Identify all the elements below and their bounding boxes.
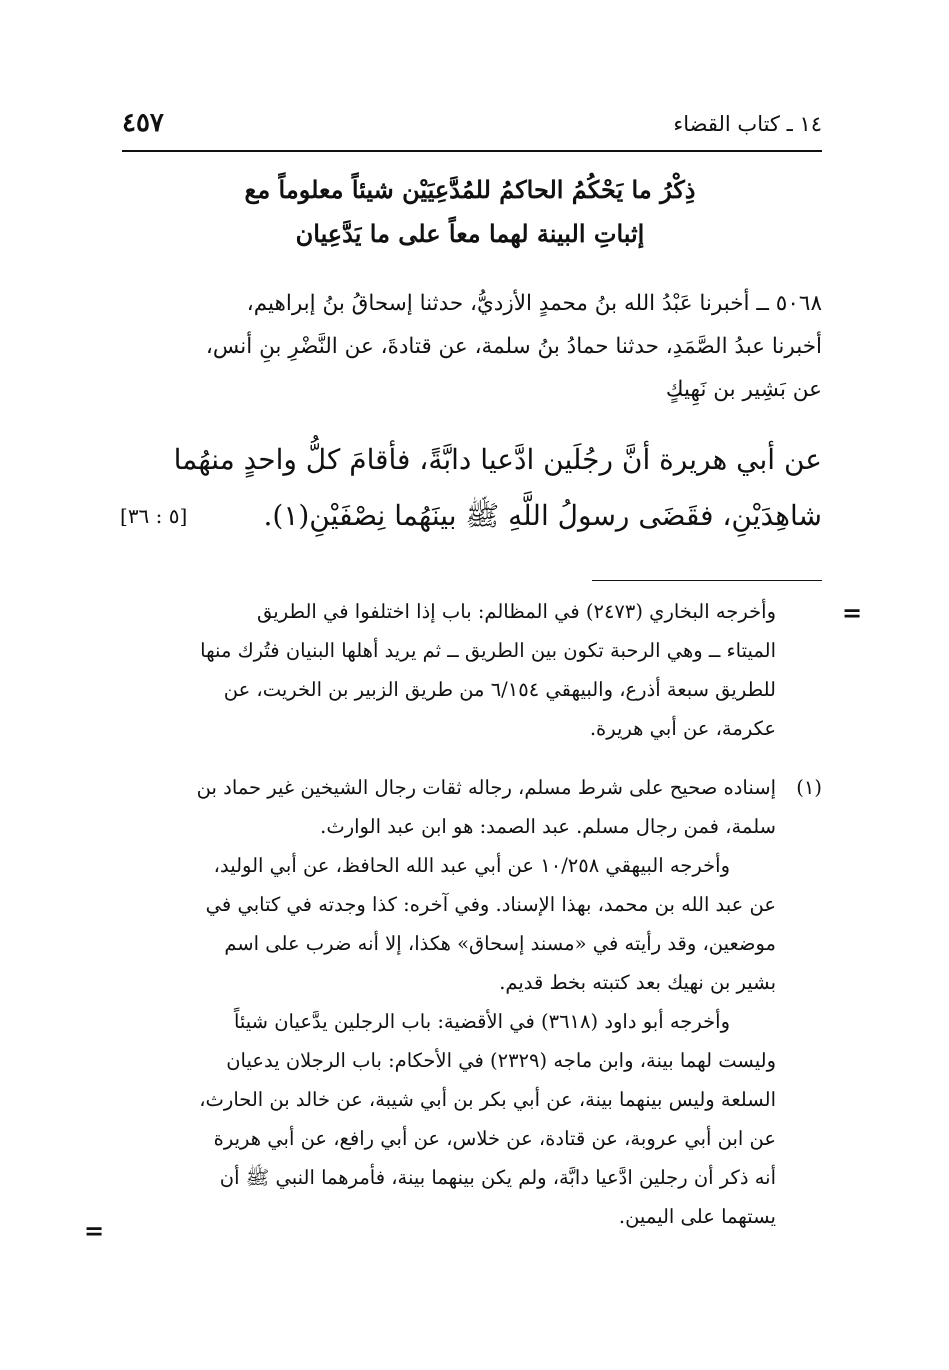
- page-number: ٤٥٧: [122, 108, 164, 138]
- running-chapter-title: ١٤ ـ كتاب القضاء: [673, 112, 822, 136]
- footnote-line: للطريق سبعة أذرع، والبيهقي ٦/١٥٤ من طريق الزبير بن الخريت، عن: [223, 678, 776, 701]
- hadith-line: [120, 488, 822, 544]
- footnote-line: بشير بن نهيك بعد كتبته بخط قديم.: [499, 971, 776, 994]
- isnad-line: عن بَشِير بن نَهِيكٍ: [665, 377, 822, 402]
- footnote-line: وأخرجه البيهقي ١٠/٢٥٨ عن أبي عبد الله الحافظ، عن أبي الوليد،: [213, 854, 730, 877]
- footnote-line: إسناده صحيح على شرط مسلم، رجاله ثقات رجال الشيخين غير حماد بن: [196, 776, 776, 799]
- isnad-line: ٥٠٦٨ ــ أخبرنا عَبْدُ الله بنُ محمدٍ الأزديُّ، حدثنا إسحاقُ بنُ إبراهيم،: [246, 291, 822, 316]
- chapter-heading-line: إثباتِ البينة لهما معاً على ما يَدَّعِيان: [295, 219, 645, 248]
- footnote-separator: [592, 580, 822, 581]
- footnote-line: وأخرجه البخاري (٢٤٧٣) في المظالم: باب إذا اختلفوا في الطريق: [257, 600, 776, 623]
- hadith-line: عن أبي هريرة أنَّ رجُلَين ادَّعيا دابَّةً، فأقامَ كلُّ واحدٍ منهُما: [173, 443, 822, 476]
- chapter-heading: [150, 168, 790, 256]
- footnote-line: يستهما على اليمين.: [618, 1205, 776, 1228]
- footnote-line: عكرمة، عن أبي هريرة.: [589, 717, 776, 740]
- footnote-line: السلعة وليس بينهما بينة، عن أبي بكر بن أبي شيبة، عن خالد بن الحارث،: [199, 1088, 776, 1111]
- hadith-text: [120, 432, 822, 544]
- footnote-line: أنه ذكر أن رجلين ادَّعيا دابَّة، ولم يكن بينهما بينة، فأمرهما النبي ﷺ أن: [219, 1166, 776, 1189]
- footnote-marker: (١): [796, 776, 822, 799]
- hadith-reference: [٥ : ٣٦]: [120, 504, 188, 528]
- isnad-line: أخبرنا عبدُ الصَّمَدِ، حدثنا حمادُ بنُ سلمة، عن قتادةَ، عن النَّضْرِ بنِ أنس،: [205, 334, 822, 359]
- footnote-line: وليست لهما بينة، وابن ماجه (٢٣٢٩) في الأحكام: باب الرجلان يدعيان: [226, 1049, 776, 1072]
- continuation-mark: =: [842, 598, 863, 627]
- footnote-1-paragraph-2: [120, 846, 822, 1002]
- page-header: [122, 104, 822, 152]
- footnote-line: عن ابن أبي عروبة، عن قتادة، عن خلاس، عن أبي رافع، عن أبي هريرة: [213, 1127, 776, 1150]
- hadith-isnad: [120, 282, 822, 411]
- footnote-line: الميتاء ــ وهي الرحبة تكون بين الطريق ــ ثم يريد أهلها البنيان فتُرك منها: [200, 639, 776, 662]
- footnote-1-paragraph-3: [120, 1002, 822, 1236]
- footnote-line: وأخرجه أبو داود (٣٦١٨) في الأقضية: باب الرجلين يدَّعيان شيئاً: [233, 1010, 730, 1033]
- footnote-line: سلمة، فمن رجال مسلم. عبد الصمد: هو ابن عبد الوارث.: [320, 815, 776, 838]
- footnote-continuation: [120, 592, 822, 748]
- footnote-line: موضعين، وقد رأيته في «مسند إسحاق» هكذا، إلا أنه ضرب على اسم: [224, 932, 776, 955]
- footnote-line: عن عبد الله بن محمد، بهذا الإسناد. وفي آخره: كذا وجدته في كتابي في: [205, 893, 776, 916]
- chapter-heading-line: ذِكْرُ ما يَحْكُمُ الحاكمُ للمُدَّعِيَيْن شيئاً معلوماً مع: [244, 175, 696, 204]
- continuation-mark: =: [84, 1216, 105, 1245]
- hadith-line-text: شاهِدَيْنِ، فقَضَى رسولُ اللَّهِ ﷺ بينَهُما نِصْفَيْنِ(١).: [263, 499, 822, 532]
- footnote-1: [120, 768, 822, 846]
